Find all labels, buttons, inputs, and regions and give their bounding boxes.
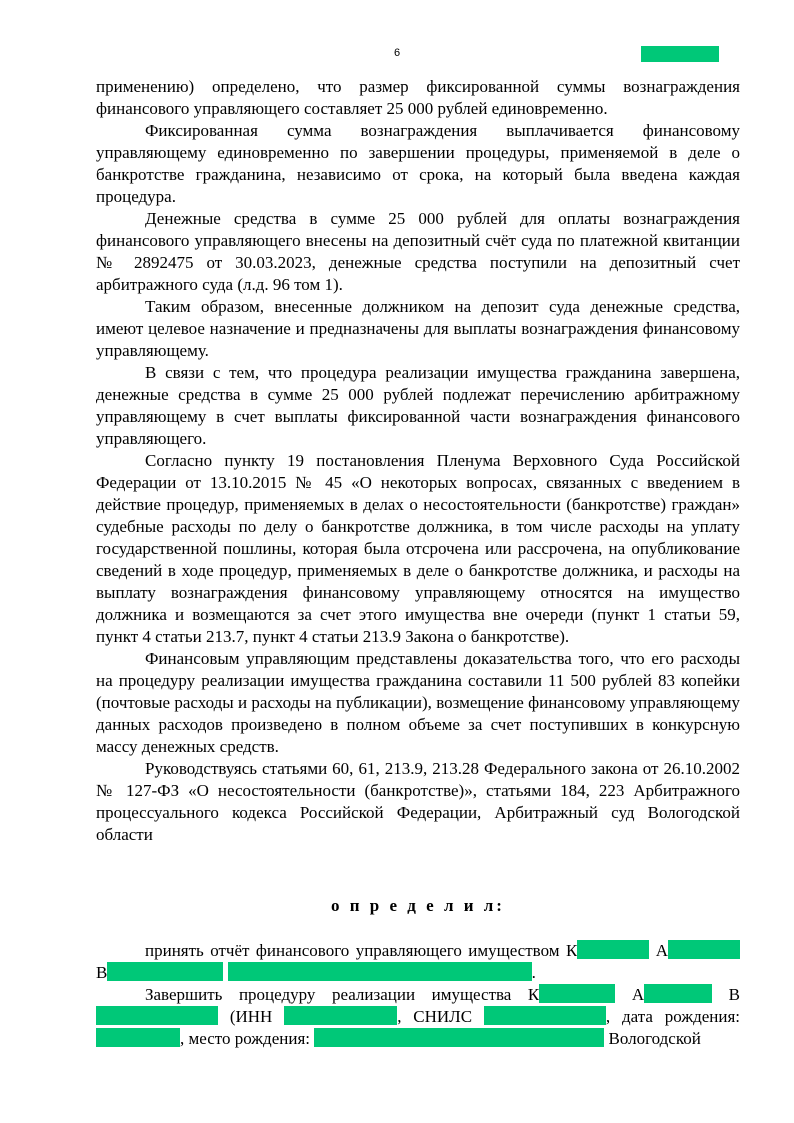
paragraph: В связи с тем, что процедура реализации имущества гражданина завершена, денежные средства в сумме 25 000 рублей подлежат перечислению арбитражному управляющему в счет выплаты фиксированной части вознаграждения финансового управляющего. — [96, 363, 740, 448]
paragraph: применению) определено, что размер фиксированной суммы вознаграждения финансового управляющего составляет 25 000 рублей единовременно. — [96, 77, 740, 118]
redaction-bar — [228, 962, 532, 981]
paragraph: Финансовым управляющим представлены доказательства того, что его расходы на процедуру реализации имущества гражданина составили 11 500 рублей 83 копейки (почтовые расходы и расходы на публикации), возмещение финансовому управляющему данных расходов произведено в полном объеме за счет поступивших в конкурсную массу денежных средств. — [96, 649, 740, 756]
paragraph: Руководствуясь статьями 60, 61, 213.9, 213.28 Федерального закона от 26.10.2002 № 127-ФЗ «О несостоятельности (банкротстве)», статьями 184, 223 Арбитражного процессуального кодекса Российской Федерации, Арбитражный суд Вологодской области — [96, 759, 740, 844]
redaction-bar — [539, 984, 615, 1003]
paragraph: Согласно пункту 19 постановления Пленума Верховного Суда Российской Федерации от 13.10.2015 № 45 «О некоторых вопросах, связанных с введением в действие процедур, применяемых в делах о несостоятельности (банкротстве) граждан» судебные расходы по делу о банкротстве должника, в том числе расходы на уплату государственной пошлины, которая была отсрочена или рассрочена, на опубликование сведений в ходе процедур, применяемых в деле о банкротстве должника, и расходы на выплату вознаграждения финансовому управляющему относятся на имущество должника и возмещаются за счет этого имущества вне очереди (пункт 1 статьи 59, пункт 4 статьи 213.7, пункт 4 статьи 213.9 Закона о банкротстве). — [96, 451, 740, 646]
document-body — [96, 76, 740, 1050]
redaction-bar — [314, 1028, 604, 1047]
redaction-bar — [96, 1028, 180, 1047]
redaction-bar — [484, 1006, 606, 1025]
page-number: 6 — [393, 47, 401, 59]
decision-paragraph: Завершить процедуру реализации имущества К А В (ИНН , СНИЛС , дата рождения: , место рождения: Вологодской — [96, 984, 740, 1050]
redaction-bar — [284, 1006, 397, 1025]
paragraph: Денежные средства в сумме 25 000 рублей для оплаты вознаграждения финансового управляющего внесены на депозитный счёт суда по платежной квитанции № 2892475 от 30.03.2023, денежные средства поступили на депозитный счет арбитражного суда (л.д. 96 том 1). — [96, 209, 740, 294]
paragraph: Фиксированная сумма вознаграждения выплачивается финансовому управляющему единовременно по завершении процедуры, применяемой в деле о банкротстве гражданина, независимо от срока, на который была введена каждая процедура. — [96, 121, 740, 206]
ruling-heading: о п р е д е л и л: — [331, 896, 505, 915]
redaction-bar — [577, 940, 649, 959]
redaction-bar — [641, 46, 719, 62]
redaction-bar — [668, 940, 740, 959]
decision-paragraph: принять отчёт финансового управляющего имуществом К А В . — [96, 940, 740, 984]
redaction-bar — [96, 1006, 218, 1025]
redaction-bar — [107, 962, 223, 981]
redaction-bar — [644, 984, 712, 1003]
paragraph: Таким образом, внесенные должником на депозит суда денежные средства, имеют целевое назначение и предназначены для выплаты вознаграждения финансовому управляющему. — [96, 297, 740, 360]
